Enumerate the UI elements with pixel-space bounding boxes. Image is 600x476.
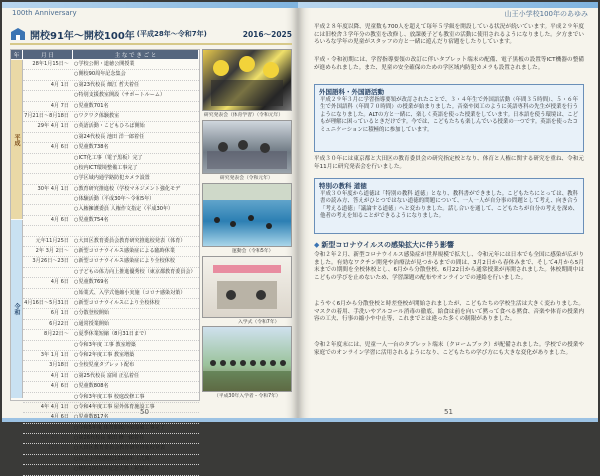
- table-row: [23, 164, 199, 174]
- table-row: [23, 465, 199, 475]
- photo-group: [202, 326, 292, 392]
- row-event: ○開校90周年記念集会: [74, 71, 126, 78]
- row-event: ○英語活動・こどもひろば開始: [74, 123, 145, 130]
- row-event: ○児童数701名: [74, 102, 109, 109]
- table-row: [23, 195, 199, 205]
- table-row: [23, 372, 199, 382]
- table-row: [23, 122, 199, 132]
- left-page: [2, 2, 298, 473]
- intro-paragraph: 平成２８年度以降、児童数も700人を超えて毎年５学級を開設している状況が続いています。平成２９年度には旧校舎３学年分の教室を改修し、放課後子ども教室の活動に使用されるようになりました。夕方までいろいろな学年の児童がスタッフの方と一緒に遊んだり宿題をしたりしています。: [314, 24, 584, 46]
- row-date: 30年 4月 1日: [37, 185, 69, 192]
- row-date: [23, 70, 72, 79]
- foreign-language-title: 外国語科・外国語活動: [319, 88, 384, 96]
- row-date: [23, 91, 72, 100]
- row-date: 11月 1日: [47, 445, 69, 452]
- row-event: ○第26代校長 栗田 修一郎着任: [74, 435, 145, 442]
- research-paragraph: 平成３０年には東京都と大田区の教育委員会の研究指定校となり、体育と人権に関する研究を重ね、令和元年11月に研究発表会を行いました。: [314, 156, 584, 170]
- row-event: ○令和4年度工事 屋外体育施設工事: [74, 403, 155, 410]
- header-bar-right: [298, 2, 598, 8]
- row-date: 7月21日〜8月18日: [24, 112, 69, 119]
- foreign-language-body: 平成２９年３月に学習指導要領が改訂されたことで、３・４年生で外国語活動（年間３５時間）、５・６年生で外国語科（年間７０時間）の授業が始まりました。音楽や図工のように英語専科の先生が授業を行うようになりました。ALTの方と一緒に、楽しく英語を使った授業をしています。日本語を使う環境は、こどもが理解に困っているときだけです。今では、こどもたちも楽しんでいる授業の一つです。英語を使ったコミュニケーションに積極的に参加しています。: [320, 97, 578, 133]
- table-row: [23, 278, 199, 288]
- photo-caption-1: 研究発表会（体育学習）（令和元年）: [204, 113, 284, 118]
- row-event: ○児童数754名: [74, 216, 109, 223]
- table-row: [23, 143, 199, 153]
- row-date: 8月22日〜: [43, 331, 69, 338]
- row-date: 3月26日〜23日: [32, 258, 69, 265]
- row-date: [23, 455, 72, 464]
- photo-sports-figures: [203, 50, 291, 110]
- table-row: [23, 330, 199, 340]
- table-row: [23, 205, 199, 215]
- covid-paragraph-2: ようやく6月から分散登校と時差登校が開始されましたが、こどもたちの学校生活は大きく変わりました。マスクの着用、手洗いやアルコール消毒の徹底、給食は前を向いて黙って食べる黙食、音楽や体育の授業内容の工夫、行事の縮小や中止等、これまでとは違った多くの制限がありました。: [314, 301, 584, 323]
- row-event: ○新型コロナウイルス感染症により全校休校: [74, 258, 175, 265]
- row-date: [23, 226, 72, 235]
- row-date: 28年1月15日〜: [32, 61, 69, 67]
- photo-pool-figures: [203, 184, 291, 246]
- row-date: 4月 6日: [50, 216, 69, 223]
- row-event: ○教育研究推進校（学校マネジメント強化モデ: [74, 185, 181, 192]
- section-title: 開校91年～開校100年: [30, 30, 135, 42]
- photo-caption-4: 入学式（令和7年）: [238, 320, 280, 325]
- row-date: 3年 1月 1日: [40, 351, 69, 358]
- row-date: [23, 133, 72, 142]
- row-date: [23, 393, 72, 402]
- photo-caption-2: 研究発表会（令和元年）: [220, 176, 273, 181]
- photo-research-figures: [203, 121, 291, 173]
- row-event: ○新型コロナウイルス感染症による臨時休業: [74, 248, 175, 255]
- header-year: 年: [11, 50, 23, 59]
- anniversary-label: 100th Anniversary: [12, 9, 77, 17]
- moral-education-title: 特別の教科 道徳: [319, 182, 367, 190]
- section-years: 2016～2025: [242, 29, 292, 39]
- era-reiwa: 令和: [11, 220, 23, 398]
- row-event: ○校内ICT環境整備工事完了: [74, 164, 138, 171]
- row-event: ○ワクワク体験教室: [74, 112, 120, 119]
- timeline-rows: [23, 60, 199, 476]
- table-row: [23, 237, 199, 247]
- table-row: [23, 382, 199, 392]
- covid-section-title: ◆ 新型コロナウイルスの感染拡大に伴う影響: [314, 241, 454, 249]
- table-row: [23, 289, 199, 299]
- table-row: [23, 444, 199, 454]
- row-event: ○体験活動（平成30年〜令和5年）: [74, 196, 155, 203]
- photo-entrance: [202, 256, 292, 318]
- moral-education-box: [314, 178, 584, 234]
- row-event: ○始業式、入学式他縮小実施（コロナ感染対策）: [74, 289, 186, 296]
- row-event: ○全校児童タブレット配布: [74, 362, 135, 369]
- row-event: ○子どもの体力向上推進優秀校（東京都教育委員会）: [74, 268, 196, 275]
- row-date: [23, 195, 72, 204]
- row-date: [23, 154, 72, 163]
- header-bar: [2, 2, 298, 8]
- row-event: ○大田区教育委員会教育研究推進校発表: [74, 445, 166, 452]
- diamond-bullet-icon: ◆: [314, 241, 320, 249]
- row-date: [23, 289, 72, 298]
- table-row: [23, 393, 199, 403]
- row-event: ○夏季休業短縮（8月31日まで）: [74, 331, 150, 338]
- table-row: [23, 341, 199, 351]
- row-event: ○入権擁護委員 人権作文指定（平成30年）: [74, 206, 174, 213]
- row-event: ○特別支援教室開設（サポートルーム）: [74, 92, 166, 99]
- row-date: 4月16日〜5月31日: [24, 299, 69, 306]
- page-number-right: 51: [444, 408, 453, 416]
- row-date: 6月 1日: [50, 310, 69, 317]
- covid-paragraph-1: 令和２年２月、新型コロナウイルス感染症が世界規模で拡大し、令和元年には日本でも全国に感染が広がりました。有効なワクチン開発や治療法が見つかるまでの間は、3月2日から春休みまで、そして4月から5月末までの期間を全校休校とし、6月から分散登校、6月22日から通常授業が再開されました。休校期間中はこどもの学びを止めないため、学習課題の配布やオンラインでの連絡を行いました。: [314, 252, 584, 281]
- covid-paragraph-3: 令和２年度末には、児童一人一台のタブレット端末（クロームブック）が配備されました。学校での授業や家庭でのオンライン学習に活用されるようになり、こどもたちの学び方にも大きな変化がありました。: [314, 342, 584, 356]
- row-event: ○第24代校長 池田 洋一郎着任: [74, 133, 145, 140]
- photo-caption-5: （平成30年入学者・令和7年）: [214, 394, 281, 399]
- row-date: 4月 6日: [50, 144, 69, 151]
- table-row: [23, 102, 199, 112]
- row-event: ○学校公開・道徳公開授業: [74, 61, 135, 67]
- row-event: ○児童数738名: [74, 144, 109, 151]
- table-row: [23, 70, 199, 80]
- school-emblem-icon: [10, 27, 26, 41]
- row-event: ○新型コロナウイルスにより全校休校: [74, 299, 160, 306]
- table-row: [23, 434, 199, 444]
- table-row: [23, 133, 199, 143]
- table-row: [23, 91, 199, 101]
- table-row: [23, 403, 199, 413]
- page-number-left: 50: [140, 408, 149, 416]
- footer-bar-left: [2, 418, 298, 422]
- row-event: ○通常授業開始: [74, 320, 110, 327]
- row-date: 29年 4月 1日: [37, 123, 69, 130]
- section-title-row: [10, 25, 292, 45]
- row-date: 4月 1日: [50, 81, 69, 88]
- row-date: 7年11月15日: [37, 466, 69, 473]
- row-event: ○令和5年度 体育館暖冷房設備工事完了: [74, 424, 165, 431]
- row-date: 4月 6日: [50, 383, 69, 390]
- book-spread: [2, 2, 598, 473]
- row-date: [23, 174, 72, 183]
- table-row: [23, 247, 199, 257]
- foreign-language-box: [314, 84, 584, 152]
- table-row: [23, 268, 199, 278]
- table-row: [23, 216, 199, 226]
- table-row: [23, 309, 199, 319]
- table-row: [23, 185, 199, 195]
- row-event: ○開校100周年記念式典・祝賀会: [74, 466, 150, 473]
- row-event: ○山王小学校開校100周年（式典）: [74, 455, 155, 462]
- photo-pool: [202, 183, 292, 247]
- row-date: [23, 424, 72, 433]
- row-event: ○学区域内通学路防犯カメラ設置: [74, 175, 150, 182]
- row-event: ○児童数808名: [74, 383, 109, 390]
- row-date: [23, 341, 72, 350]
- table-row: [23, 361, 199, 371]
- row-date: 4月 6日: [50, 279, 69, 286]
- timeline-header: [11, 50, 199, 59]
- table-row: [23, 257, 199, 267]
- row-event: ○令和3年度工事 校庭改修工事: [74, 393, 145, 400]
- book-title-label: 山王小学校100年のあゆみ: [504, 10, 588, 18]
- table-row: [23, 81, 199, 91]
- table-row: [23, 174, 199, 184]
- row-date: 3月18日: [49, 362, 69, 369]
- row-date: 4年 4月 1日: [40, 403, 69, 410]
- photo-entrance-figures: [203, 257, 291, 317]
- table-row: [23, 226, 199, 236]
- row-event: ○令和3年度 工事 教室増築: [74, 341, 136, 348]
- row-date: 2年 3月 2日〜: [35, 248, 69, 255]
- row-event: [72, 226, 199, 235]
- table-row: [23, 299, 199, 309]
- table-row: [23, 351, 199, 361]
- photo-group-figures: [203, 327, 291, 391]
- row-date: [23, 268, 72, 277]
- table-row: [23, 154, 199, 164]
- row-date: 5年 4月 1日: [40, 435, 69, 442]
- header-event: 主 な で き ご と: [73, 50, 199, 59]
- intro-paragraph-2: 平成・令和初期には、学習指導要領の改訂に伴いタブレット端末の配備、電子黒板の設置等ICT機器の整備が進められました。また、児童の安全確保のための学区域内防犯カメラも設置されました。: [314, 57, 584, 71]
- row-date: [23, 205, 72, 214]
- photo-research: [202, 120, 292, 174]
- row-event: ○大田区教育委員会教育研究推進校発表（体育）: [74, 237, 186, 244]
- row-event: ○ICT化工事（電子黒板）完了: [74, 154, 143, 161]
- table-row: [23, 320, 199, 330]
- row-event: ○令和2年度工事 教室増築: [74, 351, 135, 358]
- table-row: [23, 424, 199, 434]
- row-event: ○児童数769名: [74, 279, 109, 286]
- row-date: [23, 164, 72, 173]
- footer-bar-right: [298, 418, 598, 422]
- photo-caption-3: 運動会（令和5年）: [232, 249, 274, 254]
- table-row: [23, 60, 199, 70]
- row-date: 4月 7日: [50, 102, 69, 109]
- header-date: 月 日: [23, 50, 73, 59]
- section-subtitle: (平成28年～令和7年): [136, 30, 207, 38]
- era-heisei: 平成: [11, 60, 23, 219]
- right-page: [298, 2, 598, 422]
- table-row: [23, 112, 199, 122]
- row-event: ○分散登校開始: [74, 310, 110, 317]
- table-row: [23, 455, 199, 465]
- row-date: 6月22日: [49, 320, 69, 327]
- photo-sports: [202, 49, 292, 111]
- row-event: ○第25代校長 富岡 正弘着任: [74, 372, 140, 379]
- moral-education-body: 平成３０年度から道徳は「特別の教科 道徳」となり、教科書ができました。こどもたちにとっては、教科書の読み方、答えがひとつではない道徳的問題について、一人一人が自分事の問題として考え、向き合う「考える道徳」「議論する道徳」へと変わりました。話し合いを通して、こどもたちが自分の考えを深め、他者の考えを知ることができるようになりました。: [320, 191, 578, 220]
- row-date: 元年11月25日: [35, 237, 69, 244]
- row-date: 4月 1日: [50, 372, 69, 379]
- row-event: ○第23代校長 畑江 哲夫着任: [74, 81, 140, 88]
